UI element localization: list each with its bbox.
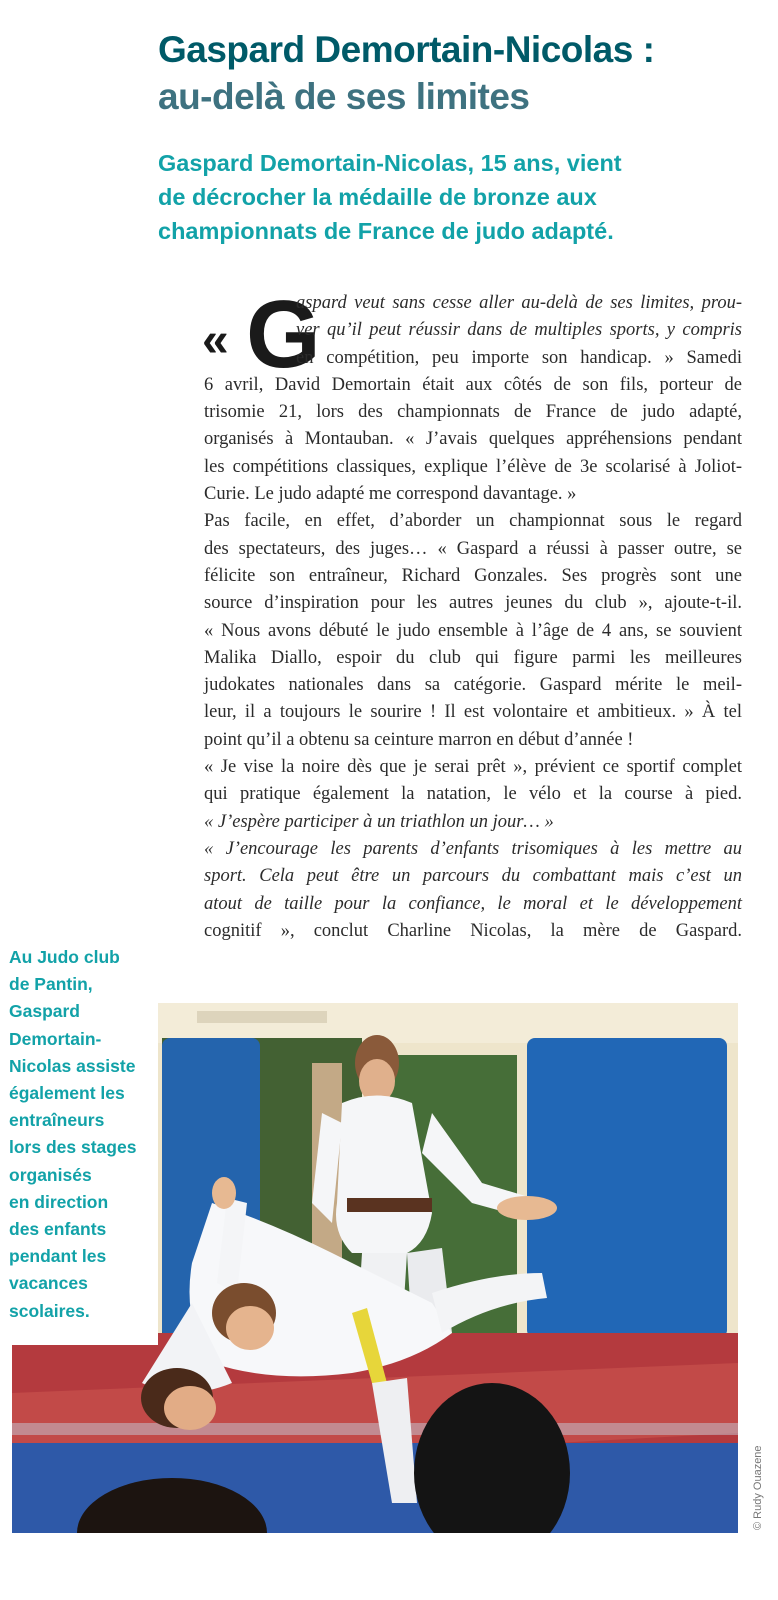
body-line: Pas facile, en effet, d’aborder un championnat sous le regard (204, 511, 742, 532)
body-line: 6 avril, David Demortain était aux côtés de son fils, porteur de (204, 374, 742, 395)
caption-line: pendant les (9, 1246, 107, 1267)
body-line: organisés à Montauban. « J’avais quelques appréhensions pendant (204, 429, 742, 450)
body-line: félicite son entraîneur, Richard Gonzales. Ses progrès sont une (204, 565, 742, 586)
body-line: cognitif », conclut Charline Nicolas, la mère de Gaspard. (204, 920, 742, 941)
caption-line: scolaires. (9, 1300, 90, 1321)
body-line: les compétitions classiques, explique l’élève de 3e scolarisé à Joliot- (204, 456, 742, 477)
body-line: « Je vise la noire dès que je serai prêt », prévient ce sportif complet (204, 757, 742, 778)
lede-line: championnats de France de judo adapté. (158, 218, 614, 244)
caption-line: entraîneurs (9, 1110, 105, 1131)
photo-credit: © Rudy Ouazene (752, 1445, 764, 1530)
body-line: sport. Cela peut être un parcours du combattant mais c’est un (204, 866, 742, 887)
caption-line: Demortain- (9, 1028, 102, 1049)
caption-line: Nicolas assiste (9, 1055, 136, 1076)
body-line: des spectateurs, des juges… « Gaspard a réussi à passer outre, se (204, 538, 742, 559)
drop-cap: G (246, 281, 321, 388)
caption-line: vacances (9, 1273, 88, 1294)
caption-line: en direction (9, 1191, 109, 1212)
body-line: qui pratique également la natation, le vélo et la course à pied. (204, 784, 742, 805)
lede-line: de décrocher la médaille de bronze aux (158, 184, 597, 210)
body-line: Malika Diallo, espoir du club qui figure parmi les meilleures (204, 647, 742, 668)
body-line: point qu’il a obtenu sa ceinture marron en début d’année ! (204, 729, 634, 750)
article-title (158, 26, 758, 120)
body-line: leur, il a toujours le sourire ! Il est volontaire et ambitieux. » À tel (204, 702, 742, 723)
caption-line: Au Judo club (9, 947, 120, 967)
body-line: Curie. Le judo adapté me correspond davantage. » (204, 484, 577, 505)
caption-line: également les (9, 1083, 125, 1104)
body-line: aspard veut sans cesse aller au-delà de ses limites, prou- (296, 293, 742, 313)
caption-line: organisés (9, 1164, 92, 1185)
caption-line: Gaspard (9, 1001, 80, 1022)
article-lede (158, 146, 758, 248)
body-line: « Nous avons débuté le judo ensemble à l’âge de 4 ans, se souvient (204, 620, 742, 641)
body-line: « J’espère participer à un triathlon un jour… » (204, 811, 554, 832)
article-body (204, 281, 742, 945)
title-line-1: Gaspard Demortain-Nicolas : (158, 29, 655, 70)
body-line: source d’inspiration pour les autres jeunes du club », ajoute-t-il. (204, 593, 742, 614)
body-line: trisomie 21, lors des championnats de France de judo adapté, (204, 402, 742, 423)
body-line: « J’encourage les parents d’enfants trisomiques à les mettre au (204, 838, 742, 859)
photo-caption (9, 944, 157, 1325)
body-line: en compétition, peu importe son handicap. » Samedi (296, 347, 742, 368)
caption-line: de Pantin, (9, 974, 93, 995)
caption-line: lors des stages (9, 1137, 137, 1158)
lede-line: Gaspard Demortain-Nicolas, 15 ans, vient (158, 150, 622, 176)
body-line: ver qu’il peut réussir dans de multiples sports, y compris (296, 320, 742, 341)
opening-quote-mark: « (202, 314, 229, 367)
body-line: atout de taille pour la confiance, le moral et le développement (204, 893, 742, 914)
caption-line: des enfants (9, 1219, 107, 1240)
title-line-2: au-delà de ses limites (158, 76, 530, 117)
body-line: judokates nationales dans sa catégorie. Gaspard mérite le meil- (204, 675, 742, 696)
